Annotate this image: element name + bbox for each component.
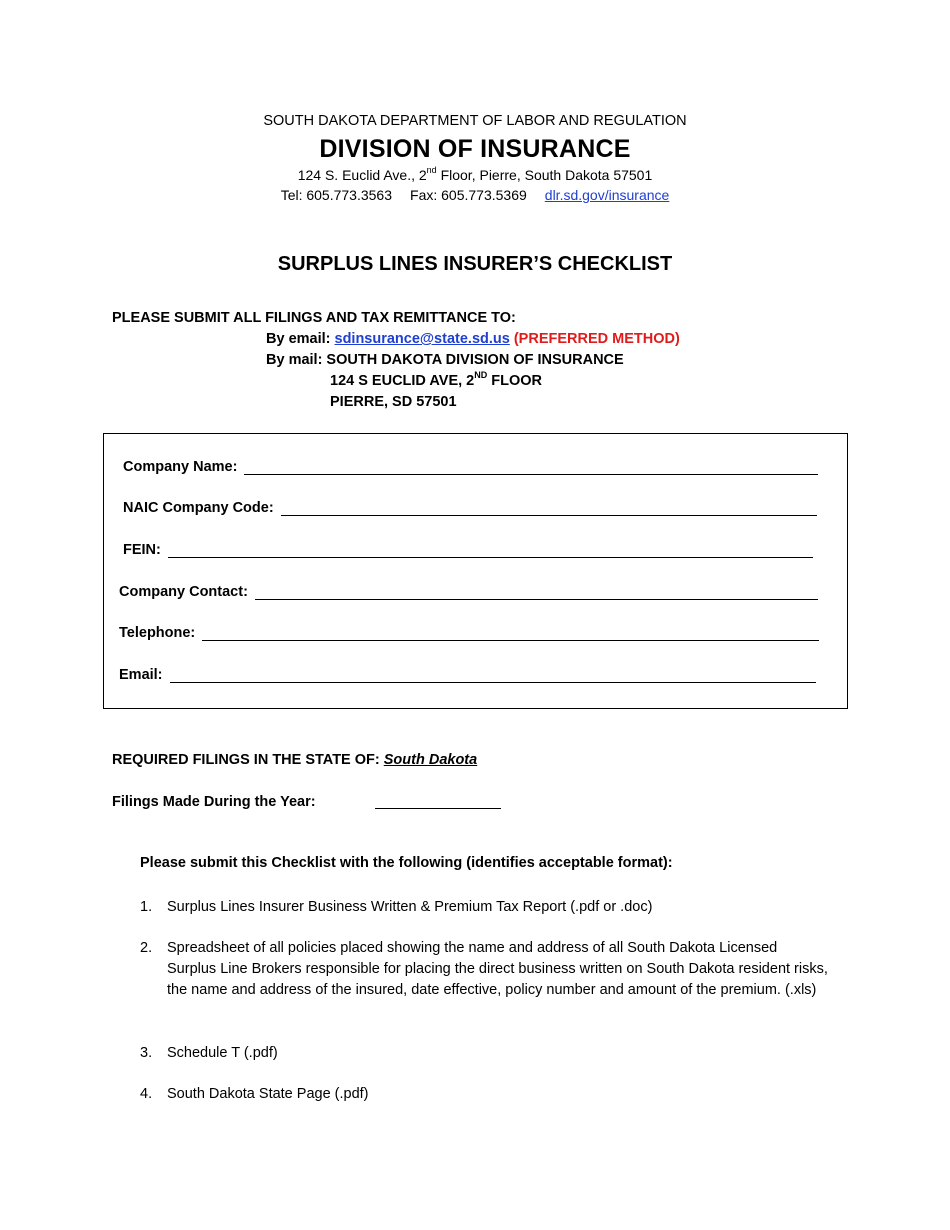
company-contact-input-line[interactable]	[255, 585, 818, 600]
naic-code-field[interactable]	[123, 500, 817, 516]
list-item-text: South Dakota State Page (.pdf)	[167, 1086, 369, 1102]
mail-address-city: PIERRE, SD 57501	[330, 394, 457, 410]
filings-year-label: Filings Made During the Year:	[112, 794, 316, 810]
naic-code-input-line[interactable]	[281, 501, 817, 516]
naic-code-label: NAIC Company Code:	[123, 500, 274, 516]
list-item-number: 4.	[140, 1086, 153, 1102]
telephone-number: Tel: 605.773.3563	[280, 187, 393, 203]
email-submission-line: By email: sdinsurance@state.sd.us (PREFERRED METHOD)	[266, 331, 680, 347]
telephone-input-line[interactable]	[202, 626, 819, 641]
fax-number: Fax: 605.773.5369	[410, 187, 527, 203]
telephone-label: Telephone:	[119, 625, 196, 641]
list-item	[140, 897, 830, 918]
email-field[interactable]	[119, 667, 816, 683]
mail-submission-line: By mail: SOUTH DAKOTA DIVISION OF INSURANCE	[266, 352, 624, 368]
email-input-line[interactable]	[170, 668, 816, 683]
submit-heading: PLEASE SUBMIT ALL FILINGS AND TAX REMITTANCE TO:	[112, 310, 516, 326]
list-item	[140, 1043, 830, 1064]
fein-input-line[interactable]	[168, 543, 813, 558]
filings-year-input-line[interactable]	[375, 794, 501, 809]
document-title: SURPLUS LINES INSURER’S CHECKLIST	[277, 253, 673, 275]
department-name: SOUTH DAKOTA DEPARTMENT OF LABOR AND REGULATION	[263, 113, 687, 129]
state-name: South Dakota	[383, 752, 478, 768]
list-item	[140, 1084, 830, 1105]
division-address: 124 S. Euclid Ave., 2nd Floor, Pierre, South Dakota 57501	[297, 165, 653, 183]
list-item-number: 3.	[140, 1045, 153, 1061]
list-item-number: 1.	[140, 899, 153, 915]
list-item-number: 2.	[140, 940, 153, 956]
website-link[interactable]: dlr.sd.gov/insurance	[544, 187, 670, 203]
list-item	[140, 938, 830, 1001]
company-name-label: Company Name:	[123, 459, 238, 475]
fein-label: FEIN:	[123, 542, 161, 558]
list-item-text: Spreadsheet of all policies placed showing the name and address of all South Dakota Licensed Surplus Line Brokers responsible for placing the direct business written on South Dakota resident risks, the name and address of the insured, date effective, policy number and amount of the premium. (.xls)	[167, 940, 828, 998]
email-label: Email:	[119, 667, 163, 683]
preferred-method-note: (PREFERRED METHOD)	[509, 331, 680, 347]
company-name-field[interactable]	[123, 459, 818, 475]
company-contact-label: Company Contact:	[119, 584, 248, 600]
list-item-text: Surplus Lines Insurer Business Written & Premium Tax Report (.pdf or .doc)	[167, 899, 653, 915]
company-contact-field[interactable]	[119, 584, 818, 600]
list-item-text: Schedule T (.pdf)	[167, 1045, 278, 1061]
checklist-heading: Please submit this Checklist with the following (identifies acceptable format):	[140, 855, 673, 871]
submission-email-link[interactable]: sdinsurance@state.sd.us	[334, 331, 510, 347]
mail-address-street: 124 S EUCLID AVE, 2ND FLOOR	[330, 370, 543, 389]
contact-line	[0, 187, 950, 203]
division-title: DIVISION OF INSURANCE	[319, 135, 631, 163]
fein-field[interactable]	[123, 542, 813, 558]
required-filings-line: REQUIRED FILINGS IN THE STATE OF: South Dakota	[112, 752, 478, 768]
company-name-input-line[interactable]	[244, 460, 818, 475]
telephone-field[interactable]	[119, 625, 819, 641]
